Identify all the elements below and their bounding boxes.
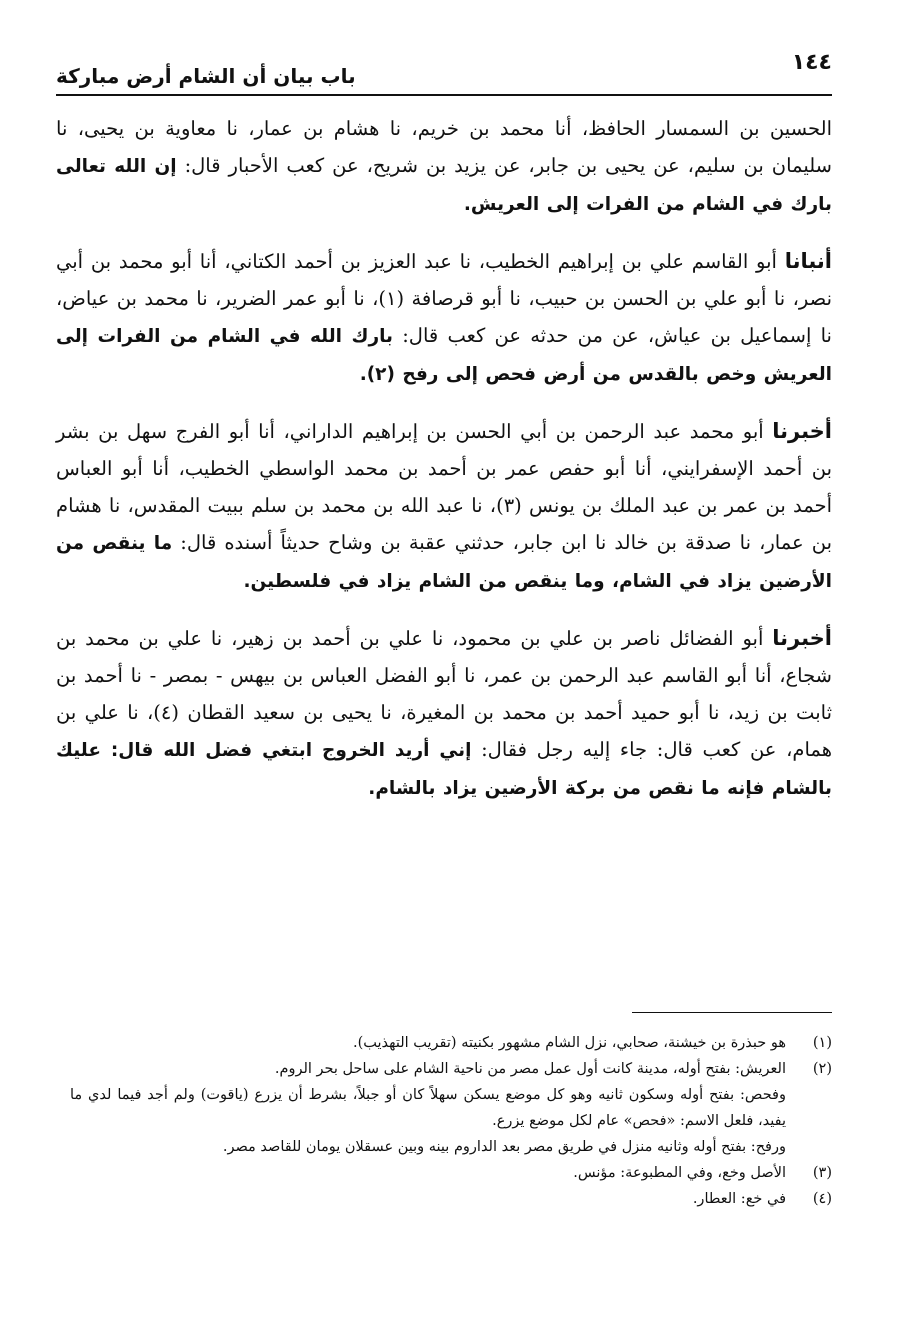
paragraph-lead: أنبانا [784, 249, 832, 273]
paragraph-text: أبو القاسم علي بن إبراهيم الخطيب، نا عبد العزيز بن أحمد الكتاني، أنا أبو محمد بن أبي نصر، نا أبو علي بن الحسن بن حبيب، نا أبو قرصافة (١)، نا أبو عمر الضرير، نا محمد بن عياض، نا إسماعيل بن عياش، عن من حدثه عن كعب قال: [56, 250, 832, 347]
footnote-number: (٤) [812, 1191, 832, 1207]
footnote-text: في خع: العطار. [692, 1191, 786, 1207]
paragraph-quote: ما ينقص من الأرضين يزاد في الشام، وما ينقص من الشام يزاد في فلسطين. [56, 533, 832, 592]
paragraph-text: الحسين بن السمسار الحافظ، أنا محمد بن خريم، نا هشام بن عمار، نا معاوية بن يحيى، نا سليمان بن سليم، عن يحيى بن جابر، عن يزيد بن شريح، عن كعب الأحبار قال: [56, 117, 833, 177]
paragraph-text: أبو الفضائل ناصر بن علي بن محمود، نا علي بن أحمد بن زهير، نا علي بن محمد بن شجاع، أنا أبو القاسم عبد الرحمن بن عمر، نا أبو الفضل العباس بن بيهس - بمصر - نا أحمد بن ثابت بن زيد، نا أبو حميد أحمد بن محمد بن المغيرة، نا يحيى بن سعيد القطان (٤)، نا علي بن همام، عن كعب قال: جاء إليه رجل فقال: [56, 627, 832, 761]
footnote-3 [70, 1160, 832, 1186]
footnote-number: (٣) [812, 1165, 832, 1181]
paragraph-text: أبو محمد عبد الرحمن بن أبي الحسن بن إبراهيم الداراني، أنا أبو الفرج سهل بن بشر بن أحمد الإسفرايني، أنا أبو حفص عمر بن أحمد بن محمد الواسطي الخطيب، أنا أبو العباس أحمد بن عمر بن عبد الملك بن يونس (٣)، نا عبد الله بن محمد بن سلم ببيت المقدس، نا هشام بن عمار، نا صدقة بن خالد نا ابن جابر، حدثني عقبة بن وشاح حديثاً أسنده قال: [56, 420, 832, 554]
paragraph-3 [56, 413, 832, 600]
main-text [56, 110, 832, 827]
paragraph-4 [56, 620, 832, 807]
footnotes [70, 1030, 832, 1212]
footnote-number: (٢) [812, 1061, 832, 1077]
footnote-2-continuation: ورفح: بفتح أوله وثانيه منزل في طريق مصر بعد الداروم بينه وبين عسقلان يومان للقاصد مصر. [222, 1139, 786, 1155]
footnote-2 [70, 1056, 832, 1082]
footnote-number: (١) [812, 1035, 832, 1051]
page-number: ١٤٤ [791, 50, 832, 75]
footnote-text: العريش: بفتح أوله، مدينة كانت أول عمل مصر من ناحية الشام على ساحل بحر الروم. [274, 1061, 786, 1077]
paragraph-quote: إني أريد الخروج ابتغي فضل الله قال: عليك بالشام فإنه ما نقص من بركة الأرضين يزاد بالشام. [56, 740, 832, 799]
footnote-text: الأصل وخع، وفي المطبوعة: مؤنس. [573, 1165, 786, 1181]
footnote-1 [70, 1030, 832, 1056]
footnote-4 [70, 1186, 832, 1212]
footnote-2-continuation: وفحص: بفتح أوله وسكون ثانيه وهو كل موضع يسكن سهلاً كان أو جبلاً، بشرط أن يزرع (ياقوت) ولم أجد فيما لدي ما يفيد، فلعل الاسم: «فحص» عام لكل موضع يزرع. [70, 1087, 786, 1129]
paragraph-quote: بارك الله في الشام من الفرات إلى العريش وخص بالقدس من أرض فحص إلى رفح (٢). [56, 326, 832, 385]
page-header [56, 50, 832, 96]
paragraph-1 [56, 110, 832, 223]
footnote-divider [632, 1012, 832, 1013]
paragraph-2 [56, 243, 832, 393]
paragraph-lead: أخبرنا [772, 419, 832, 443]
running-title: باب بيان أن الشام أرض مباركة [56, 64, 356, 88]
paragraph-lead: أخبرنا [772, 626, 832, 650]
footnote-text: هو حبذرة بن خيشنة، صحابي، نزل الشام مشهور بكنيته (تقريب التهذيب). [353, 1035, 786, 1051]
paragraph-quote: إن الله تعالى بارك في الشام من الفرات إلى العريش. [56, 156, 832, 215]
